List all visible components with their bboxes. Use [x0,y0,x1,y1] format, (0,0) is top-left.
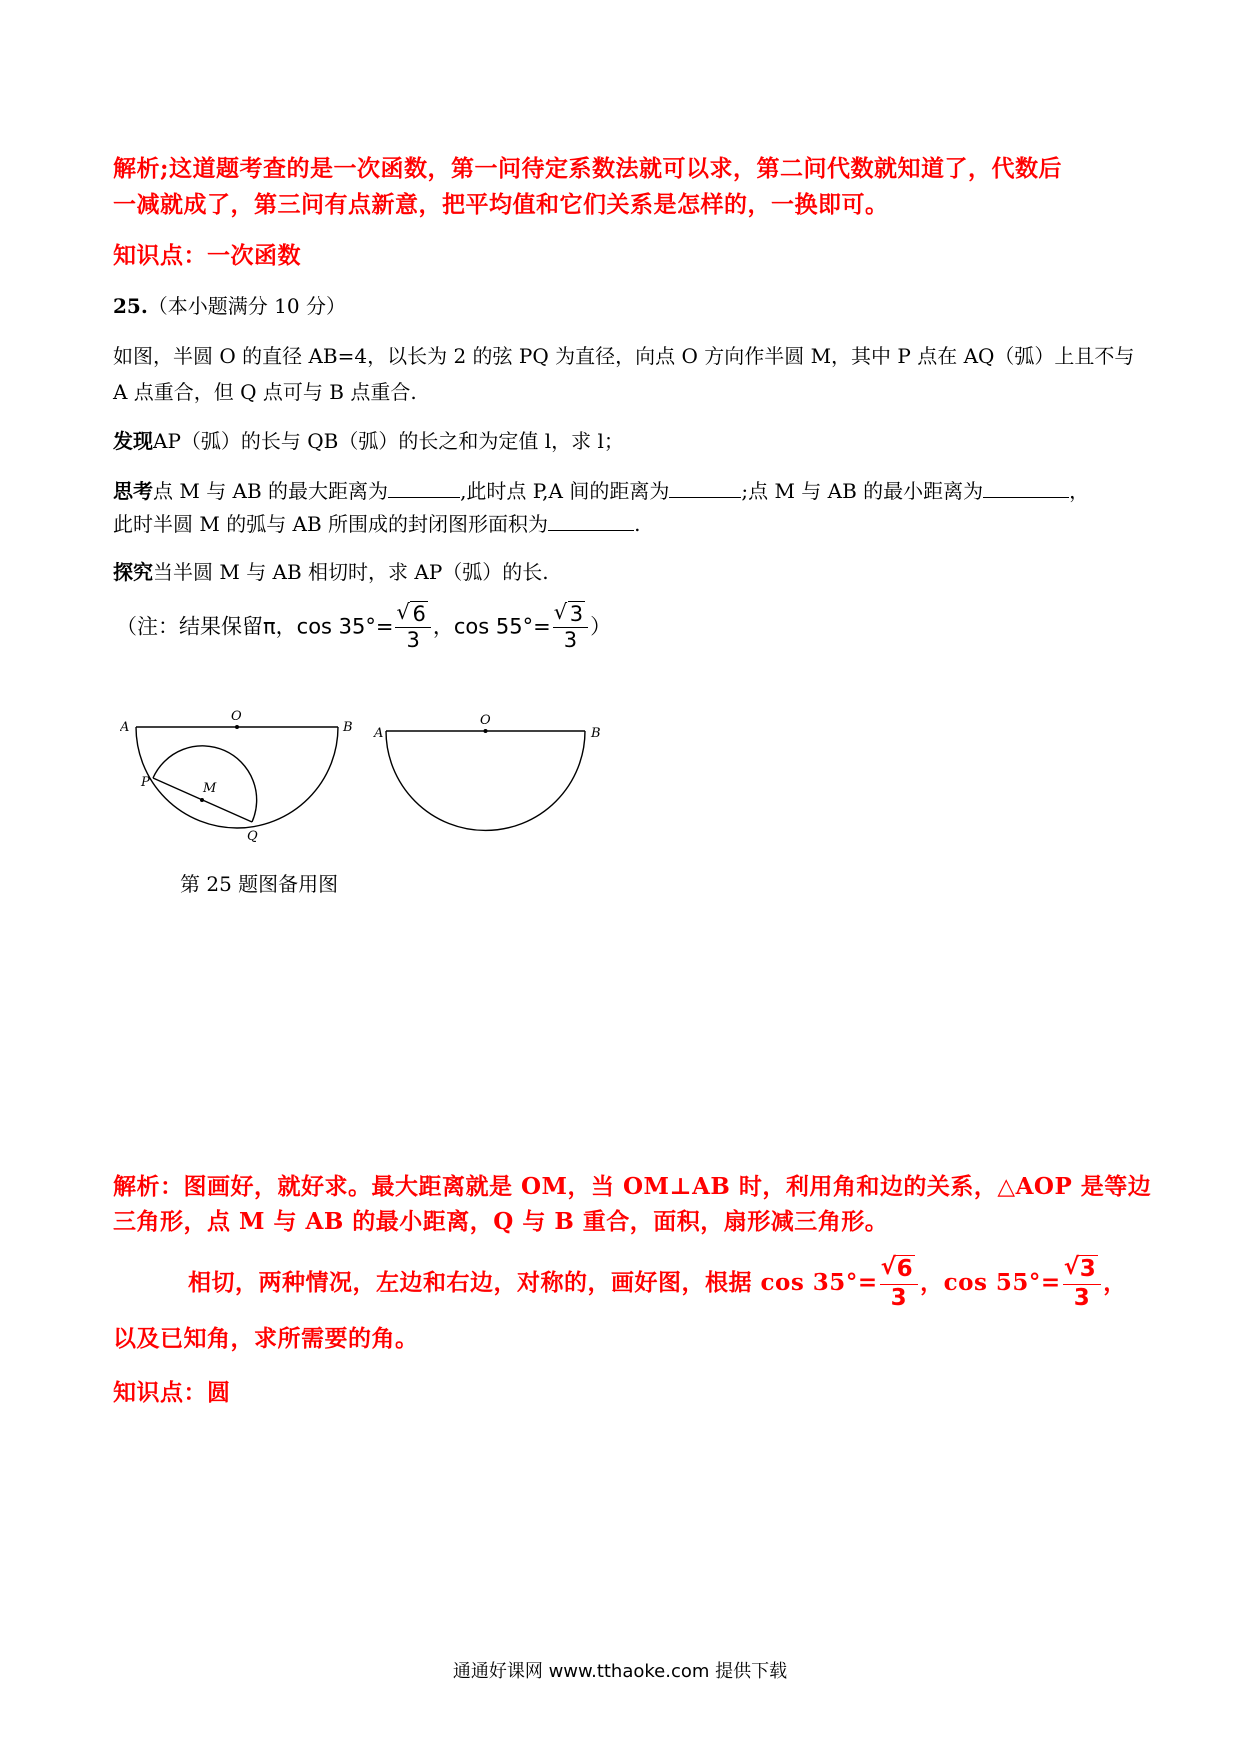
analysis-cos55-denominator: 3 [1073,1284,1091,1311]
think-label: 思考 [113,479,153,503]
point-m [200,798,204,802]
analysis-1-line-1: 解析;这道题考查的是一次函数，第一问待定系数法就可以求，第二问代数就知道了，代数后 [113,155,1062,182]
figure-caption: 第 25 题图备用图 [180,872,339,896]
label-b-backup: B [591,726,601,741]
point-o-backup [484,729,488,733]
figure-backup [373,713,601,830]
note-separator: ，cos 55°= [432,614,551,639]
think-question-line-1 [113,475,1089,504]
analysis-cos35-fraction [880,1256,919,1312]
analysis-cos35-radicand: 6 [896,1256,914,1282]
answer-blank-2[interactable] [669,479,741,498]
analysis-2-line-3-b: ，cos 55°= [920,1269,1061,1297]
cos55-radicand: 3 [569,602,584,626]
problem-header [113,290,346,319]
note-line [116,602,611,653]
cos55-fraction [553,602,588,653]
figure-main [120,709,353,844]
cos35-radicand: 6 [412,602,426,626]
point-o-main [235,725,239,729]
problem-stem-line-1: 如图，半圆 O 的直径 AB=4，以长为 2 的弦 PQ 为直径，向点 O 方向作半圆 M，其中 P 点在 AQ（弧）上且不与 [113,344,1135,368]
analysis-cos55-fraction [1063,1256,1102,1312]
cos35-fraction [395,602,430,653]
semicircle-o-backup [386,731,585,830]
think-question-line-2 [113,508,640,537]
cos35-denominator: 3 [406,628,420,653]
knowledge-point-1: 知识点：一次函数 [113,242,301,269]
label-m: M [203,781,217,796]
discover-label: 发现 [113,429,153,453]
think-text-a: 点 M 与 AB 的最大距离为 [153,479,389,503]
geometry-figures [120,700,620,860]
label-o-main: O [231,709,242,724]
analysis-2-line-4: 以及已知角，求所需要的角。 [113,1325,419,1352]
label-q: Q [247,829,258,844]
problem-number: 25. [113,294,148,318]
explore-label: 探究 [113,560,153,584]
think-text-c: ;点 M 与 AB 的最小距离为 [741,479,984,503]
problem-stem-line-2: A 点重合，但 Q 点可与 B 点重合. [113,380,417,404]
answer-blank-1[interactable] [388,479,460,498]
label-p: P [141,775,150,790]
think-text-b: ,此时点 P,A 间的距离为 [460,479,670,503]
cos55-denominator: 3 [563,628,578,653]
label-a-backup: A [374,726,384,741]
label-o-backup: O [480,713,491,728]
analysis-2-line-3 [188,1256,1127,1312]
problem-score: （本小题满分 10 分） [147,294,346,318]
think-line2-period: . [634,512,641,536]
analysis-2-line-2: 三角形，点 M 与 AB 的最小距离，Q 与 B 重合，面积，扇形减三角形。 [113,1208,889,1235]
answer-blank-3[interactable] [983,479,1069,498]
analysis-2-line-3-c: ， [1103,1269,1127,1297]
analysis-1-line-2: 一减就成了，第三问有点新意，把平均值和它们关系是怎样的，一换即可。 [113,191,889,218]
discover-text: AP（弧）的长与 QB（弧）的长之和为定值 l，求 l； [153,429,624,453]
think-line2-text: 此时半圆 M 的弧与 AB 所围成的封闭图形面积为 [113,512,549,536]
answer-blank-4[interactable] [548,512,634,531]
think-text-d: ， [1069,479,1090,503]
analysis-2-line-1: 解析：图画好，就好求。最大距离就是 OM，当 OM⊥AB 时，利用角和边的关系，△AOP 是等边 [113,1173,1152,1200]
analysis-cos55-radicand: 3 [1079,1256,1097,1282]
semicircle-o-main [136,727,338,828]
note-prefix: （注：结果保留π，cos 35°= [116,614,394,639]
note-suffix: ） [590,614,612,639]
label-a-main: A [120,720,130,735]
analysis-2-line-3-a: 相切，两种情况，左边和右边，对称的，画好图，根据 cos 35°= [188,1269,878,1297]
explore-question [113,556,549,585]
label-b-main: B [343,720,353,735]
analysis-cos35-denominator: 3 [890,1284,908,1311]
explore-text: 当半圆 M 与 AB 相切时，求 AP（弧）的长. [153,560,549,584]
discover-question [113,425,624,454]
knowledge-point-2: 知识点：圆 [113,1379,231,1406]
page-footer: 通通好课网 www.tthaoke.com 提供下载 [452,1661,788,1682]
